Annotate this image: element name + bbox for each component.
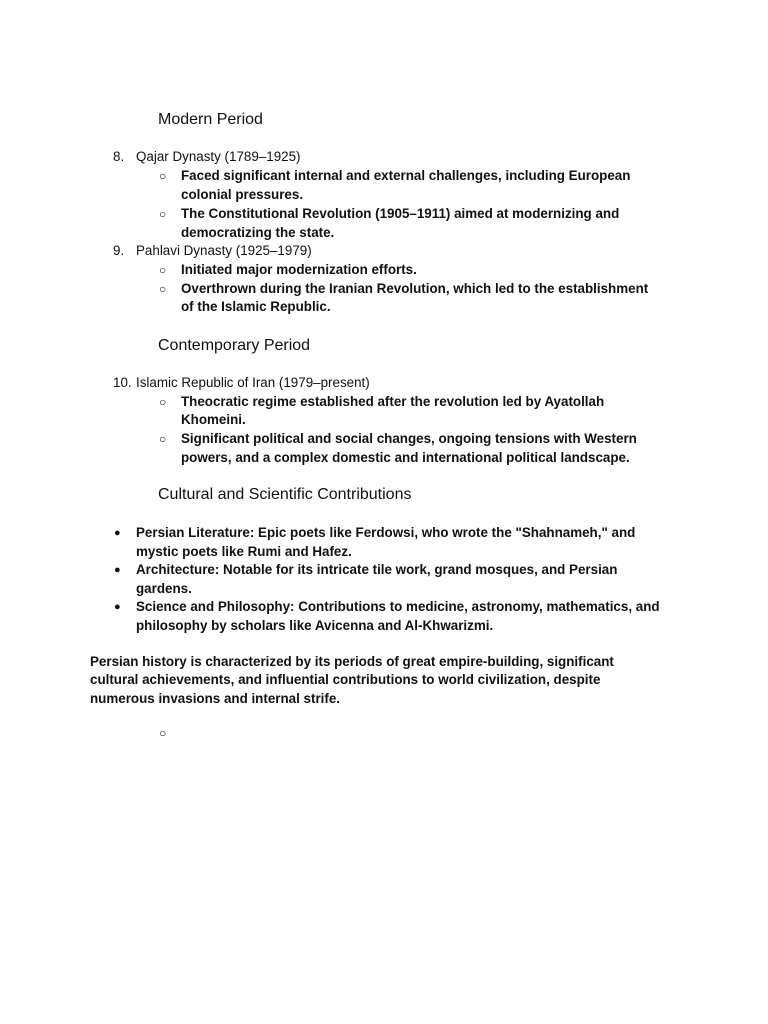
point-line: Significant political and social changes, ongoing tensions with Western xyxy=(181,431,637,446)
point-line: Khomeini. xyxy=(181,412,246,427)
item-title: Pahlavi Dynasty (1925–1979) xyxy=(136,243,312,258)
solid-bullet-icon: ● xyxy=(114,564,121,576)
item-title: Islamic Republic of Iran (1979–present) xyxy=(136,375,370,390)
hollow-bullet-icon: ○ xyxy=(159,726,167,740)
hollow-bullet-icon: ○ xyxy=(159,169,167,183)
point-line: Overthrown during the Iranian Revolution, which led to the establishment xyxy=(181,281,649,296)
hollow-bullet-icon: ○ xyxy=(159,263,167,277)
section-heading-modern: Modern Period xyxy=(158,111,263,128)
bullet-line: mystic poets like Rumi and Hafez. xyxy=(136,544,352,559)
point-line: colonial pressures. xyxy=(181,187,304,202)
summary-line: numerous invasions and internal strife. xyxy=(90,691,341,706)
solid-bullet-icon: ● xyxy=(114,527,121,539)
bullet-line: philosophy by scholars like Avicenna and Al-Khwarizmi. xyxy=(136,618,494,633)
section-heading-cultural: Cultural and Scientific Contributions xyxy=(158,486,412,503)
point-line: powers, and a complex domestic and international political landscape. xyxy=(181,450,630,465)
point-line: of the Islamic Republic. xyxy=(181,299,331,314)
point-line: Faced significant internal and external challenges, including European xyxy=(181,168,631,183)
item-number: 10. xyxy=(113,375,132,390)
bullet-line: Science and Philosophy: Contributions to medicine, astronomy, mathematics, and xyxy=(136,599,660,614)
section-heading-contemporary: Contemporary Period xyxy=(158,337,311,354)
bullet-line: Architecture: Notable for its intricate tile work, grand mosques, and Persian xyxy=(136,562,618,577)
item-number: 9. xyxy=(113,243,125,258)
bullet-line: Persian Literature: Epic poets like Ferdowsi, who wrote the "Shahnameh," and xyxy=(136,525,636,540)
point-line: democratizing the state. xyxy=(181,225,335,240)
bullet-line: gardens. xyxy=(136,581,192,596)
hollow-bullet-icon: ○ xyxy=(159,207,167,221)
item-title: Qajar Dynasty (1789–1925) xyxy=(136,149,301,164)
hollow-bullet-icon: ○ xyxy=(159,282,167,296)
hollow-bullet-icon: ○ xyxy=(159,395,167,409)
summary-line: cultural achievements, and influential contributions to world civilization, despite xyxy=(90,672,601,687)
solid-bullet-icon: ● xyxy=(114,601,121,613)
point-line: The Constitutional Revolution (1905–1911) aimed at modernizing and xyxy=(181,206,620,221)
hollow-bullet-icon: ○ xyxy=(159,432,167,446)
item-number: 8. xyxy=(113,149,125,164)
point-line: Initiated major modernization efforts. xyxy=(181,262,417,277)
point-line: Theocratic regime established after the revolution led by Ayatollah xyxy=(181,394,605,409)
summary-line: Persian history is characterized by its periods of great empire-building, significant xyxy=(90,654,614,669)
